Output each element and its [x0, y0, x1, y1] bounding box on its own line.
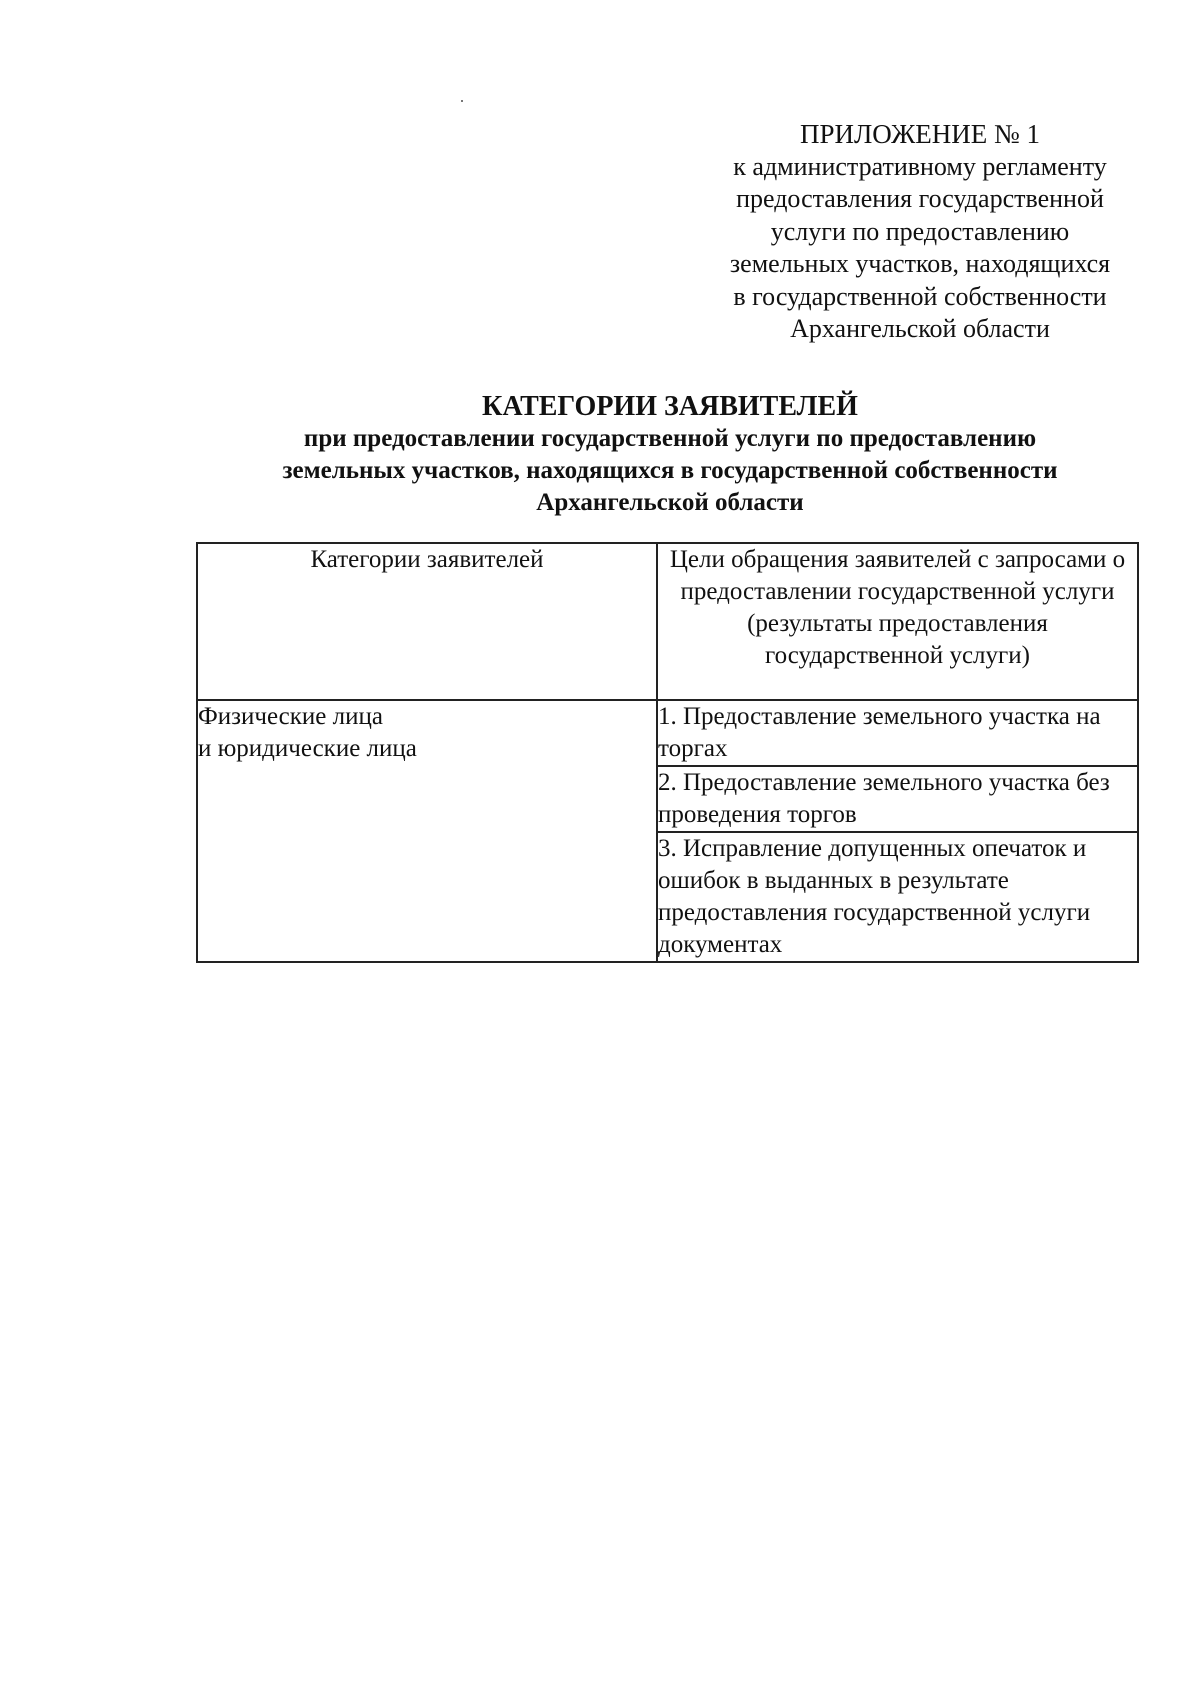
header-categories: Категории заявителей: [197, 543, 657, 700]
appendix-block: [700, 118, 1140, 346]
appendix-line: Архангельской области: [790, 314, 1050, 343]
category-line: и юридические лица: [198, 735, 417, 762]
appendix-line: земельных участков, находящихся: [729, 249, 1111, 278]
appendix-line: в государственной собственности: [733, 281, 1107, 311]
header-goals: Цели обращения заявителей с запросами о предоставлении государственной услуги (результаты предоставления государственной услуги): [657, 543, 1138, 700]
applicant-categories-table: [196, 542, 1139, 963]
appendix-line: к административному регламенту: [733, 151, 1107, 181]
document-title: [180, 391, 1160, 519]
appendix-line: услуги по предоставлению: [770, 216, 1070, 246]
scan-speck: [461, 100, 463, 102]
table-header-row: [197, 543, 1138, 700]
category-line: Физические лица: [198, 703, 383, 730]
goal-cell-1: 1. Предоставление земельного участка на торгах: [657, 700, 1138, 766]
title-line: при предоставлении государственной услуги по предоставлению: [303, 425, 1037, 452]
appendix-line: предоставления государственной: [736, 184, 1104, 213]
category-cell: [197, 700, 657, 962]
title-main: КАТЕГОРИИ ЗАЯВИТЕЛЕЙ: [482, 391, 858, 422]
title-line: земельных участков, находящихся в государственной собственности: [282, 457, 1058, 484]
table-row: [197, 700, 1138, 766]
title-line: Архангельской области: [536, 489, 804, 516]
goal-cell-3: 3. Исправление допущенных опечаток и ошибок в выданных в результате предоставления государственной услуги документах: [657, 832, 1138, 962]
goal-cell-2: 2. Предоставление земельного участка без проведения торгов: [657, 766, 1138, 832]
appendix-title: ПРИЛОЖЕНИЕ № 1: [799, 119, 1041, 149]
